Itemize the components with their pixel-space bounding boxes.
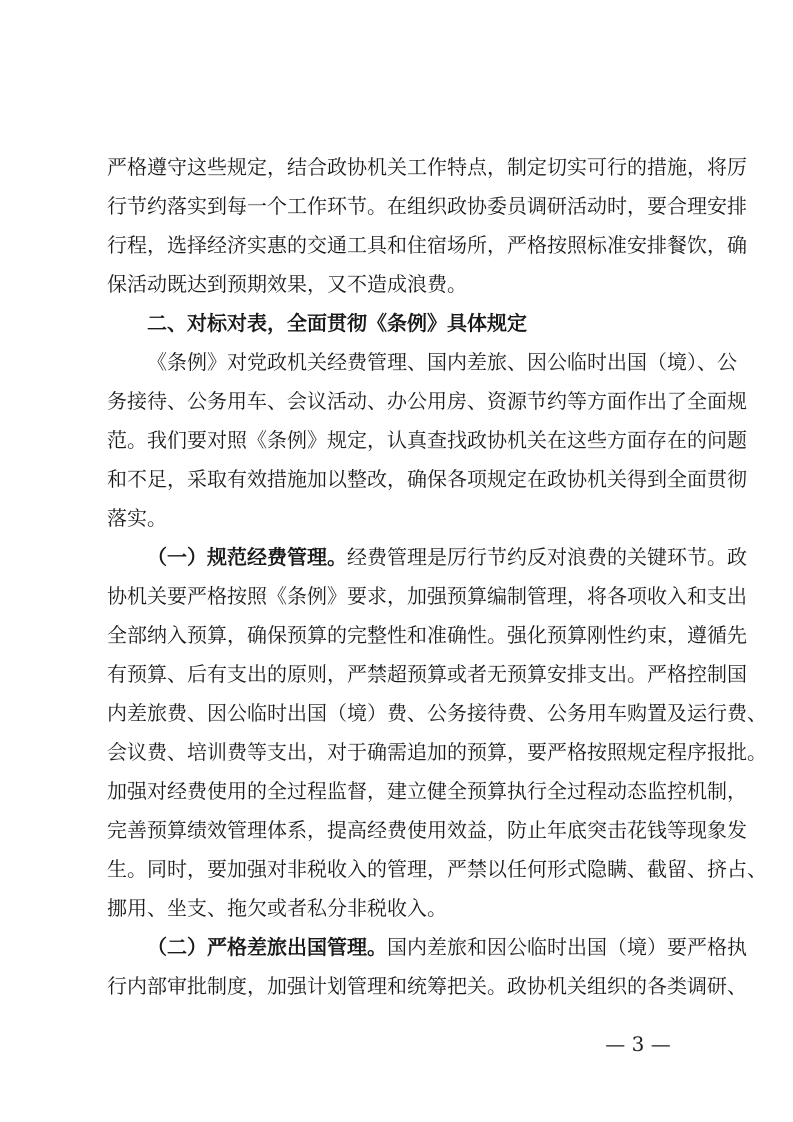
body-text-line: 《条例》对党政机关经费管理、国内差旅、因公临时出国（境）、公 [147,350,737,374]
paragraph-text: 国内差旅和因公临时出国（境）要严格执 [387,935,747,959]
body-text-line: 范。我们要对照《条例》规定，认真查找政协机关在这些方面存在的问题 [107,428,747,452]
body-text-line: 完善预算绩效管理体系，提高经费使用效益，防止年底突击花钱等现象发 [107,818,747,842]
body-text-line: 内差旅费、因公临时出国（境）费、公务接待费、公务用车购置及运行费、 [107,701,767,725]
body-text-line: 严格遵守这些规定，结合政协机关工作特点，制定切实可行的措施，将厉 [107,155,747,179]
body-text-line: 有预算、后有支出的原则，严禁超预算或者无预算安排支出。严格控制国 [107,662,747,686]
body-text-line: 加强对经费使用的全过程监督，建立健全预算执行全过程动态监控机制， [107,779,747,803]
body-text-line: 务接待、公务用车、会议活动、办公用房、资源节约等方面作出了全面规 [107,389,747,413]
body-text-line: 生。同时，要加强对非税收入的管理，严禁以任何形式隐瞒、截留、挤占、 [107,857,767,881]
body-text-line: 协机关要严格按照《条例》要求，加强预算编制管理，将各项收入和支出 [107,584,747,608]
paragraph-first-line [147,929,747,965]
body-text-line: 行节约落实到每一个工作环节。在组织政协委员调研活动时，要合理安排 [107,194,747,218]
body-text-line: 会议费、培训费等支出，对于确需追加的预算，要严格按照规定程序报批。 [107,740,767,764]
body-text-line: 保活动既达到预期效果，又不造成浪费。 [107,272,467,296]
paragraph-first-line [147,539,747,575]
section-heading: 二、对标对表，全面贯彻《条例》具体规定 [147,311,527,335]
body-text-line: 行程，选择经济实惠的交通工具和住宿场所，严格按照标准安排餐饮，确 [107,233,747,257]
body-text-line: 挪用、坐支、拖欠或者私分非税收入。 [107,896,447,920]
body-text-line: 行内部审批制度，加强计划管理和统筹把关。政协机关组织的各类调研、 [107,974,747,998]
paragraph-text: 经费管理是厉行节约反对浪费的关键环节。政 [347,545,747,569]
paragraph-lead: （二）严格差旅出国管理。 [147,935,387,959]
body-text-line: 全部纳入预算，确保预算的完整性和准确性。强化预算刚性约束，遵循先 [107,623,747,647]
body-text-line: 落实。 [107,506,167,530]
body-text-line: 和不足，采取有效措施加以整改，确保各项规定在政协机关得到全面贯彻 [107,467,747,491]
paragraph-lead: （一）规范经费管理。 [147,545,347,569]
page-number: — 3 — [605,1032,671,1056]
